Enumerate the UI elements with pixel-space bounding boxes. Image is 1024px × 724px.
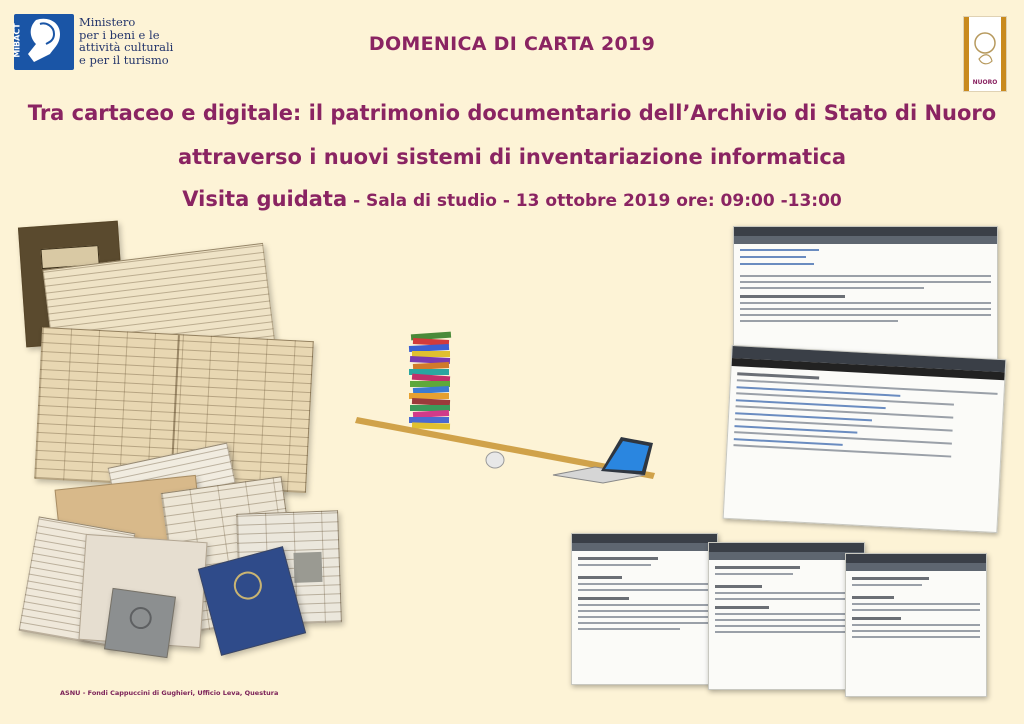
archive-logo [963,16,1007,92]
archive-logo-text: NUORO [972,79,998,86]
software-screenshot-record-3 [845,553,987,697]
headline-line-1: Tra cartaceo e digitale: il patrimonio documentario dell’Archivio di Stato di Nuoro [27,101,997,125]
ministry-line: attività culturali [79,40,174,54]
grey-booklet [104,588,176,658]
ministry-line: Ministero [79,15,136,29]
seesaw-pivot [486,452,504,468]
ministry-line: per i beni e le [79,27,160,42]
software-screenshot-record-2 [708,542,865,690]
visit-label: Visita guidata [182,187,348,211]
photo-caption: ASNU - Fondi Cappuccini di Gughieri, Ufficio Leva, Questura [60,689,279,697]
book-stack [409,332,451,430]
software-screenshot-list [723,345,1007,533]
ministry-line: e per il turismo [79,52,169,67]
ministry-logo-text: MiBACT [12,23,22,58]
archival-documents-photo [10,222,350,672]
visit-info [0,187,1024,211]
software-screenshot-record-1 [571,533,718,685]
books-vs-laptop-illustration [355,325,660,495]
event-title: DOMENICA DI CARTA 2019 [368,33,656,55]
visit-details: - Sala di studio - 13 ottobre 2019 ore: 09:00 -13:00 [347,191,842,211]
headline-line-2: attraverso i nuovi sistemi di inventariazione informatica [177,145,847,169]
